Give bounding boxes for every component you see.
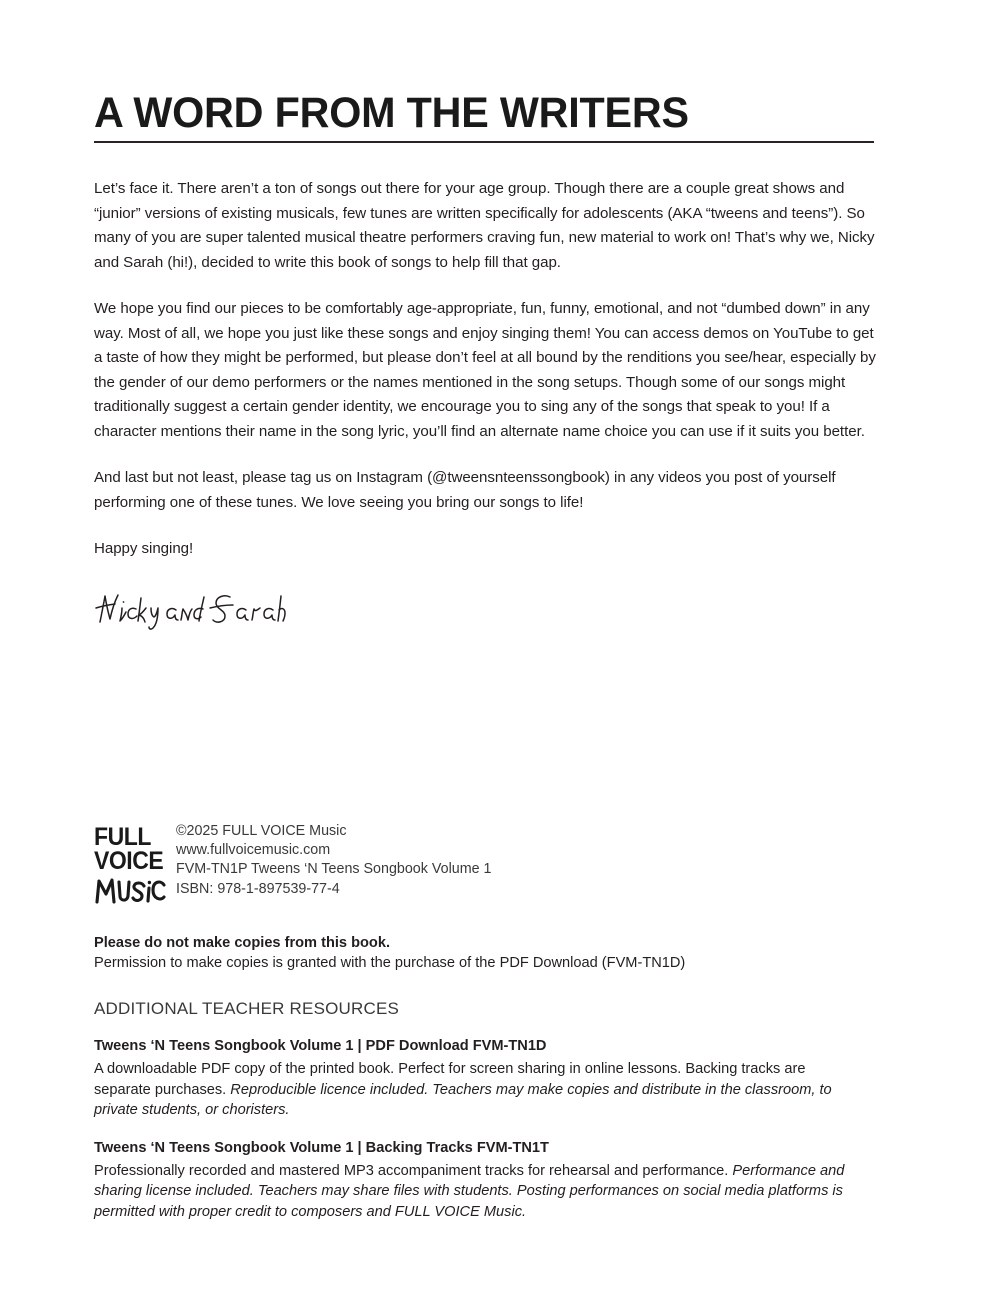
resource-description [94,1161,854,1223]
resource-title: Tweens ‘N Teens Songbook Volume 1 | PDF Download FVM-TN1D [94,1038,547,1054]
resource-item [94,1036,894,1121]
page-title: A WORD FROM THE WRITERS [94,89,689,137]
resource-description-regular: Professionally recorded and mastered MP3 accompaniment tracks for rehearsal and performance. [94,1162,733,1179]
resource-description-italic: Performance and sharing license included. Teachers may share files with students. Posting performances on social media platforms is permitted with proper credit to composers and FULL VOICE Music. [94,1162,845,1220]
resource-description-regular: A downloadable PDF copy of the printed book. Perfect for screen sharing in online lessons. Backing tracks are separate purchases. [94,1061,806,1098]
title-divider [94,141,874,143]
resources-heading: ADDITIONAL TEACHER RESOURCES [94,999,400,1018]
letter-body [94,177,876,634]
logo-line-music [94,875,166,905]
copy-notice-heading: Please do not make copies from this book. [94,935,391,951]
copy-notice [94,933,894,973]
colophon-section [94,822,894,1222]
imprint-product: FVM-TN1P Tweens ‘N Teens Songbook Volume 1 [176,861,492,878]
letter-paragraph-3: And last but not least, please tag us on Instagram (@tweensnteenssongbook) in any videos you post of yourself performing one of these tunes. We love seeing you bring our songs to life! [94,469,836,511]
imprint-copyright: ©2025 FULL VOICE Music [176,823,347,839]
letter-paragraph-1: Let’s face it. There aren’t a ton of songs out there for your age group. Though there are a couple great shows and “junior” versions of existing musicals, few tunes are written specifically for adolescents (AKA “tweens and teens”). So many of you are super talented musical theatre performers craving fun, new material to work on! That’s why we, Nicky and Sarah (hi!), decided to write this book of songs to help fill that gap. [94,180,875,271]
logo-line-voice: VOICE [94,847,164,875]
signature [94,588,294,634]
imprint-isbn: ISBN: 978-1-897539-77-4 [176,880,340,897]
imprint-website: www.fullvoicemusic.com [176,842,331,859]
resource-item [94,1138,894,1223]
logo-line-full: FULL [94,823,151,851]
letter-section [94,89,876,634]
imprint-text [176,822,492,899]
full-voice-music-logo [94,822,166,905]
resource-description-italic: Reproducible licence included. Teachers may make copies and distribute in the classroom, to private students, or choristers. [94,1081,832,1118]
resource-title: Tweens ‘N Teens Songbook Volume 1 | Backing Tracks FVM-TN1T [94,1139,549,1156]
letter-paragraph-2: We hope you find our pieces to be comfortably age-appropriate, fun, funny, emotional, and not “dumbed down” in any way. Most of all, we hope you just like these songs and enjoy singing them! You can access demos on YouTube to get a taste of how they might be performed, but please don’t feel at all bound by the renditions you see/hear, especially by the gender of our demo performers or the names mentioned in the song setups. Though some of our songs might traditionally suggest a certain gender identity, we encourage you to sing any of the songs that speak to you! If a character mentions their name in the song lyric, you’ll find an alternate name choice you can use if it suits you better. [94,300,876,440]
letter-closing: Happy singing! [94,540,194,557]
copy-notice-body: Permission to make copies is granted with the purchase of the PDF Download (FVM-TN1D) [94,955,686,971]
imprint-row [94,822,894,905]
resource-description [94,1059,854,1121]
